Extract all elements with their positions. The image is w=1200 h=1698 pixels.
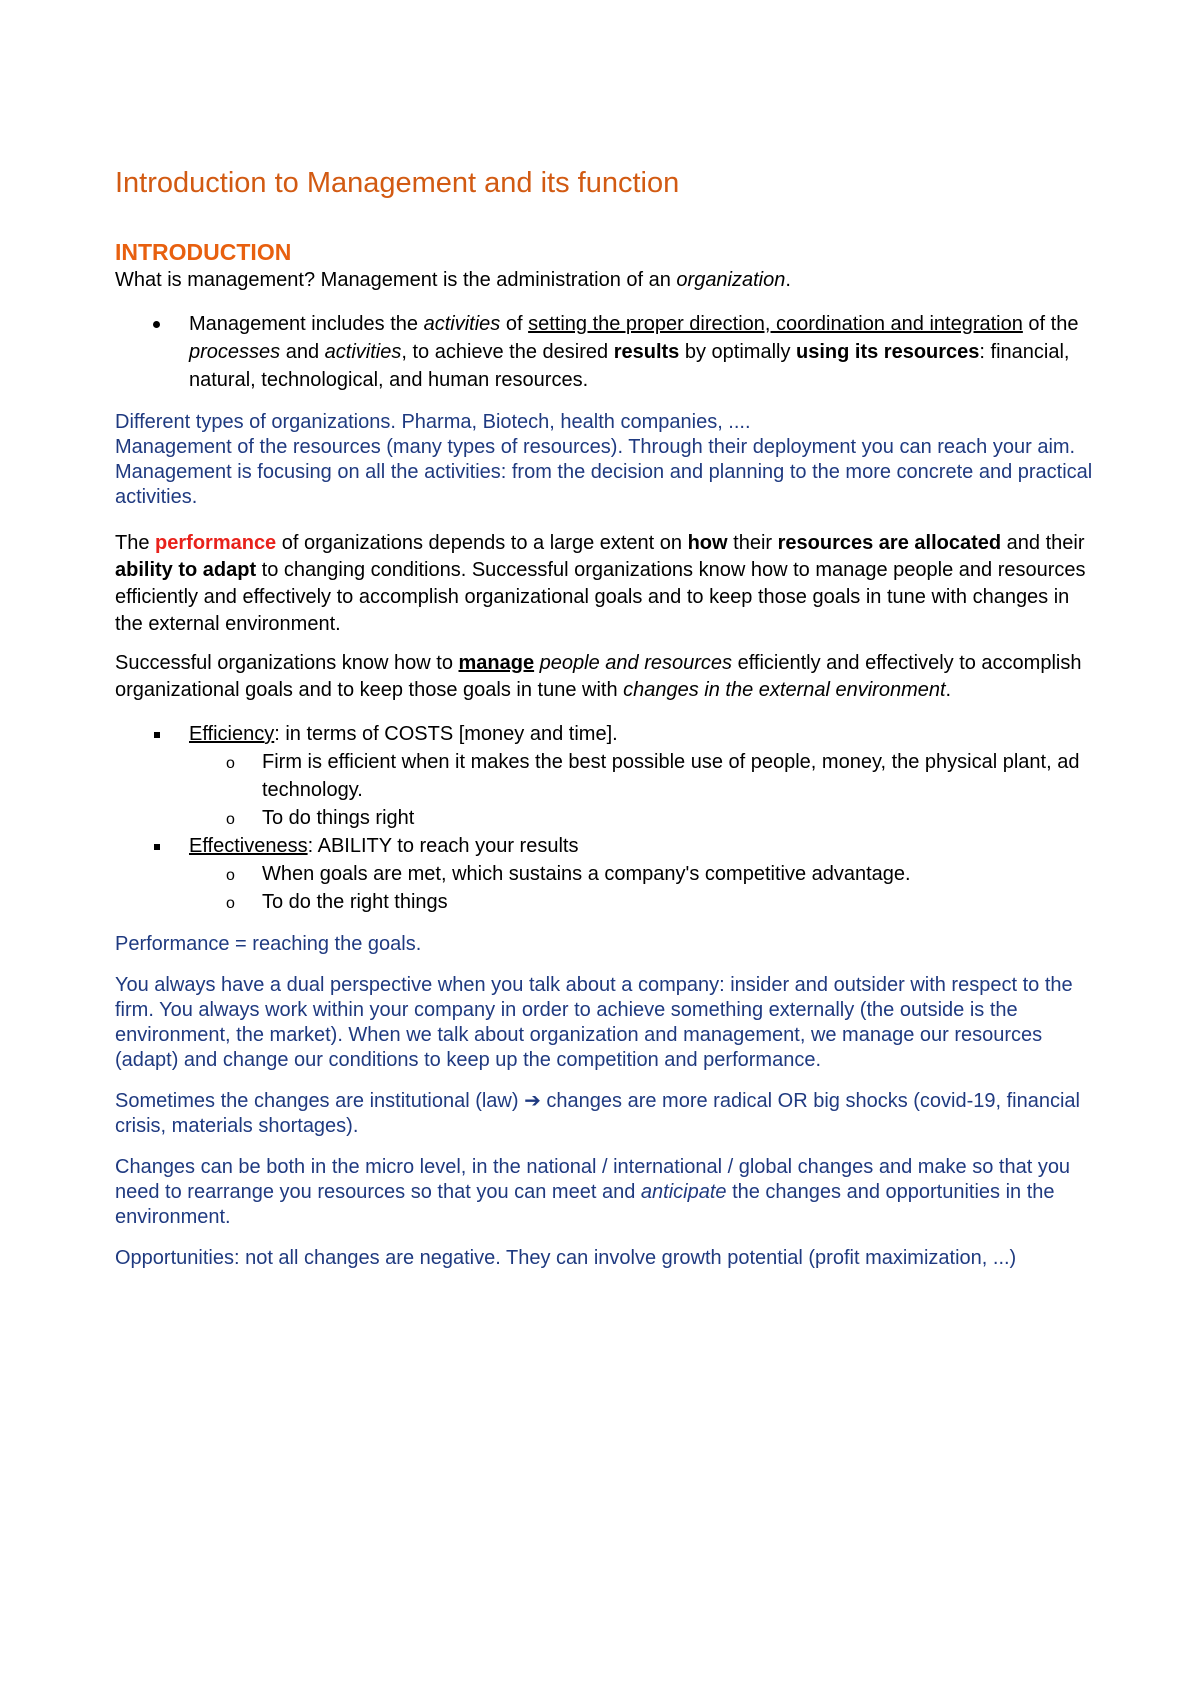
circle-bullet-icon: o bbox=[226, 811, 235, 828]
arrow-right-icon: ➔ bbox=[524, 1090, 541, 1112]
dual-perspective-note: You always have a dual perspective when you talk about a company: insider and outsider with respect to the firm. You always work within your company in order to achieve something externally (the outside is the environment, the market). When we talk about organization and management, we manage our resources (adapt) and change our conditions to keep up the competition and performance. bbox=[115, 974, 1073, 1071]
notes-block bbox=[115, 410, 1095, 510]
note-line: Management of the resources (many types of resources). Through their deployment you can reach your aim. bbox=[115, 436, 1076, 458]
sub-list-item: o When goals are met, which sustains a company's competitive advantage. bbox=[189, 860, 1095, 888]
opportunities-note: Opportunities: not all changes are negative. They can involve growth potential (profit maximization, ...) bbox=[115, 1247, 1017, 1269]
intro-paragraph: What is management? Management is the administration of an organization. bbox=[115, 269, 791, 291]
note-line: Different types of organizations. Pharma, Biotech, health companies, .... bbox=[115, 411, 751, 433]
document-body bbox=[115, 165, 1095, 1271]
section-heading: INTRODUCTION bbox=[115, 239, 292, 265]
efficiency-list bbox=[115, 720, 1095, 916]
circle-bullet-icon: o bbox=[226, 895, 235, 912]
sub-list bbox=[189, 748, 1095, 832]
sub-list bbox=[189, 860, 1095, 916]
sub-list-item: o To do things right bbox=[189, 804, 1095, 832]
micro-level-note: Changes can be both in the micro level, in the national / international / global changes and make so that you need to rearrange you resources so that you can meet and anticipate the changes and opportunities in the environment. bbox=[115, 1156, 1071, 1228]
changes-note: Sometimes the changes are institutional (law) ➔ changes are more radical OR big shocks (covid-19, financial crisis, materials shortages). bbox=[115, 1090, 1080, 1137]
list-item: Efficiency: in terms of COSTS [money and time]. o Firm is efficient when it makes the best possible use of people, money, the physical plant, ad technology. o To do things right bbox=[115, 720, 1095, 832]
performance-paragraph: The performance of organizations depends to a large extent on how their resources are allocated and their ability to adapt to changing conditions. Successful organizations know how to manage people and resources efficiently and effectively to accomplish organizational goals and to keep those goals in tune with changes in the external environment. bbox=[115, 532, 1086, 635]
square-bullet-icon bbox=[154, 732, 160, 738]
successful-paragraph: Successful organizations know how to manage people and resources efficiently and effectively to accomplish organizational goals and to keep those goals in tune with changes in the external environment. bbox=[115, 652, 1082, 701]
note-line: Management is focusing on all the activities: from the decision and planning to the more concrete and practical activities. bbox=[115, 461, 1093, 508]
sub-list-item: o To do the right things bbox=[189, 888, 1095, 916]
circle-bullet-icon: o bbox=[226, 755, 235, 772]
circle-bullet-icon: o bbox=[226, 867, 235, 884]
bullet-icon bbox=[153, 321, 160, 328]
square-bullet-icon bbox=[154, 844, 160, 850]
list-item: Management includes the activities of setting the proper direction, coordination and integration of the processes and activities, to achieve the desired results by optimally using its resources: financial, natural, technological, and human resources. bbox=[115, 310, 1095, 394]
list-item: Effectiveness: ABILITY to reach your results o When goals are met, which sustains a company's competitive advantage. o To do the right things bbox=[115, 832, 1095, 916]
page-title: Introduction to Management and its function bbox=[115, 167, 680, 199]
performance-note: Performance = reaching the goals. bbox=[115, 933, 422, 955]
sub-list-item: o Firm is efficient when it makes the best possible use of people, money, the physical plant, ad technology. bbox=[226, 751, 1080, 801]
definition-list bbox=[115, 310, 1095, 394]
